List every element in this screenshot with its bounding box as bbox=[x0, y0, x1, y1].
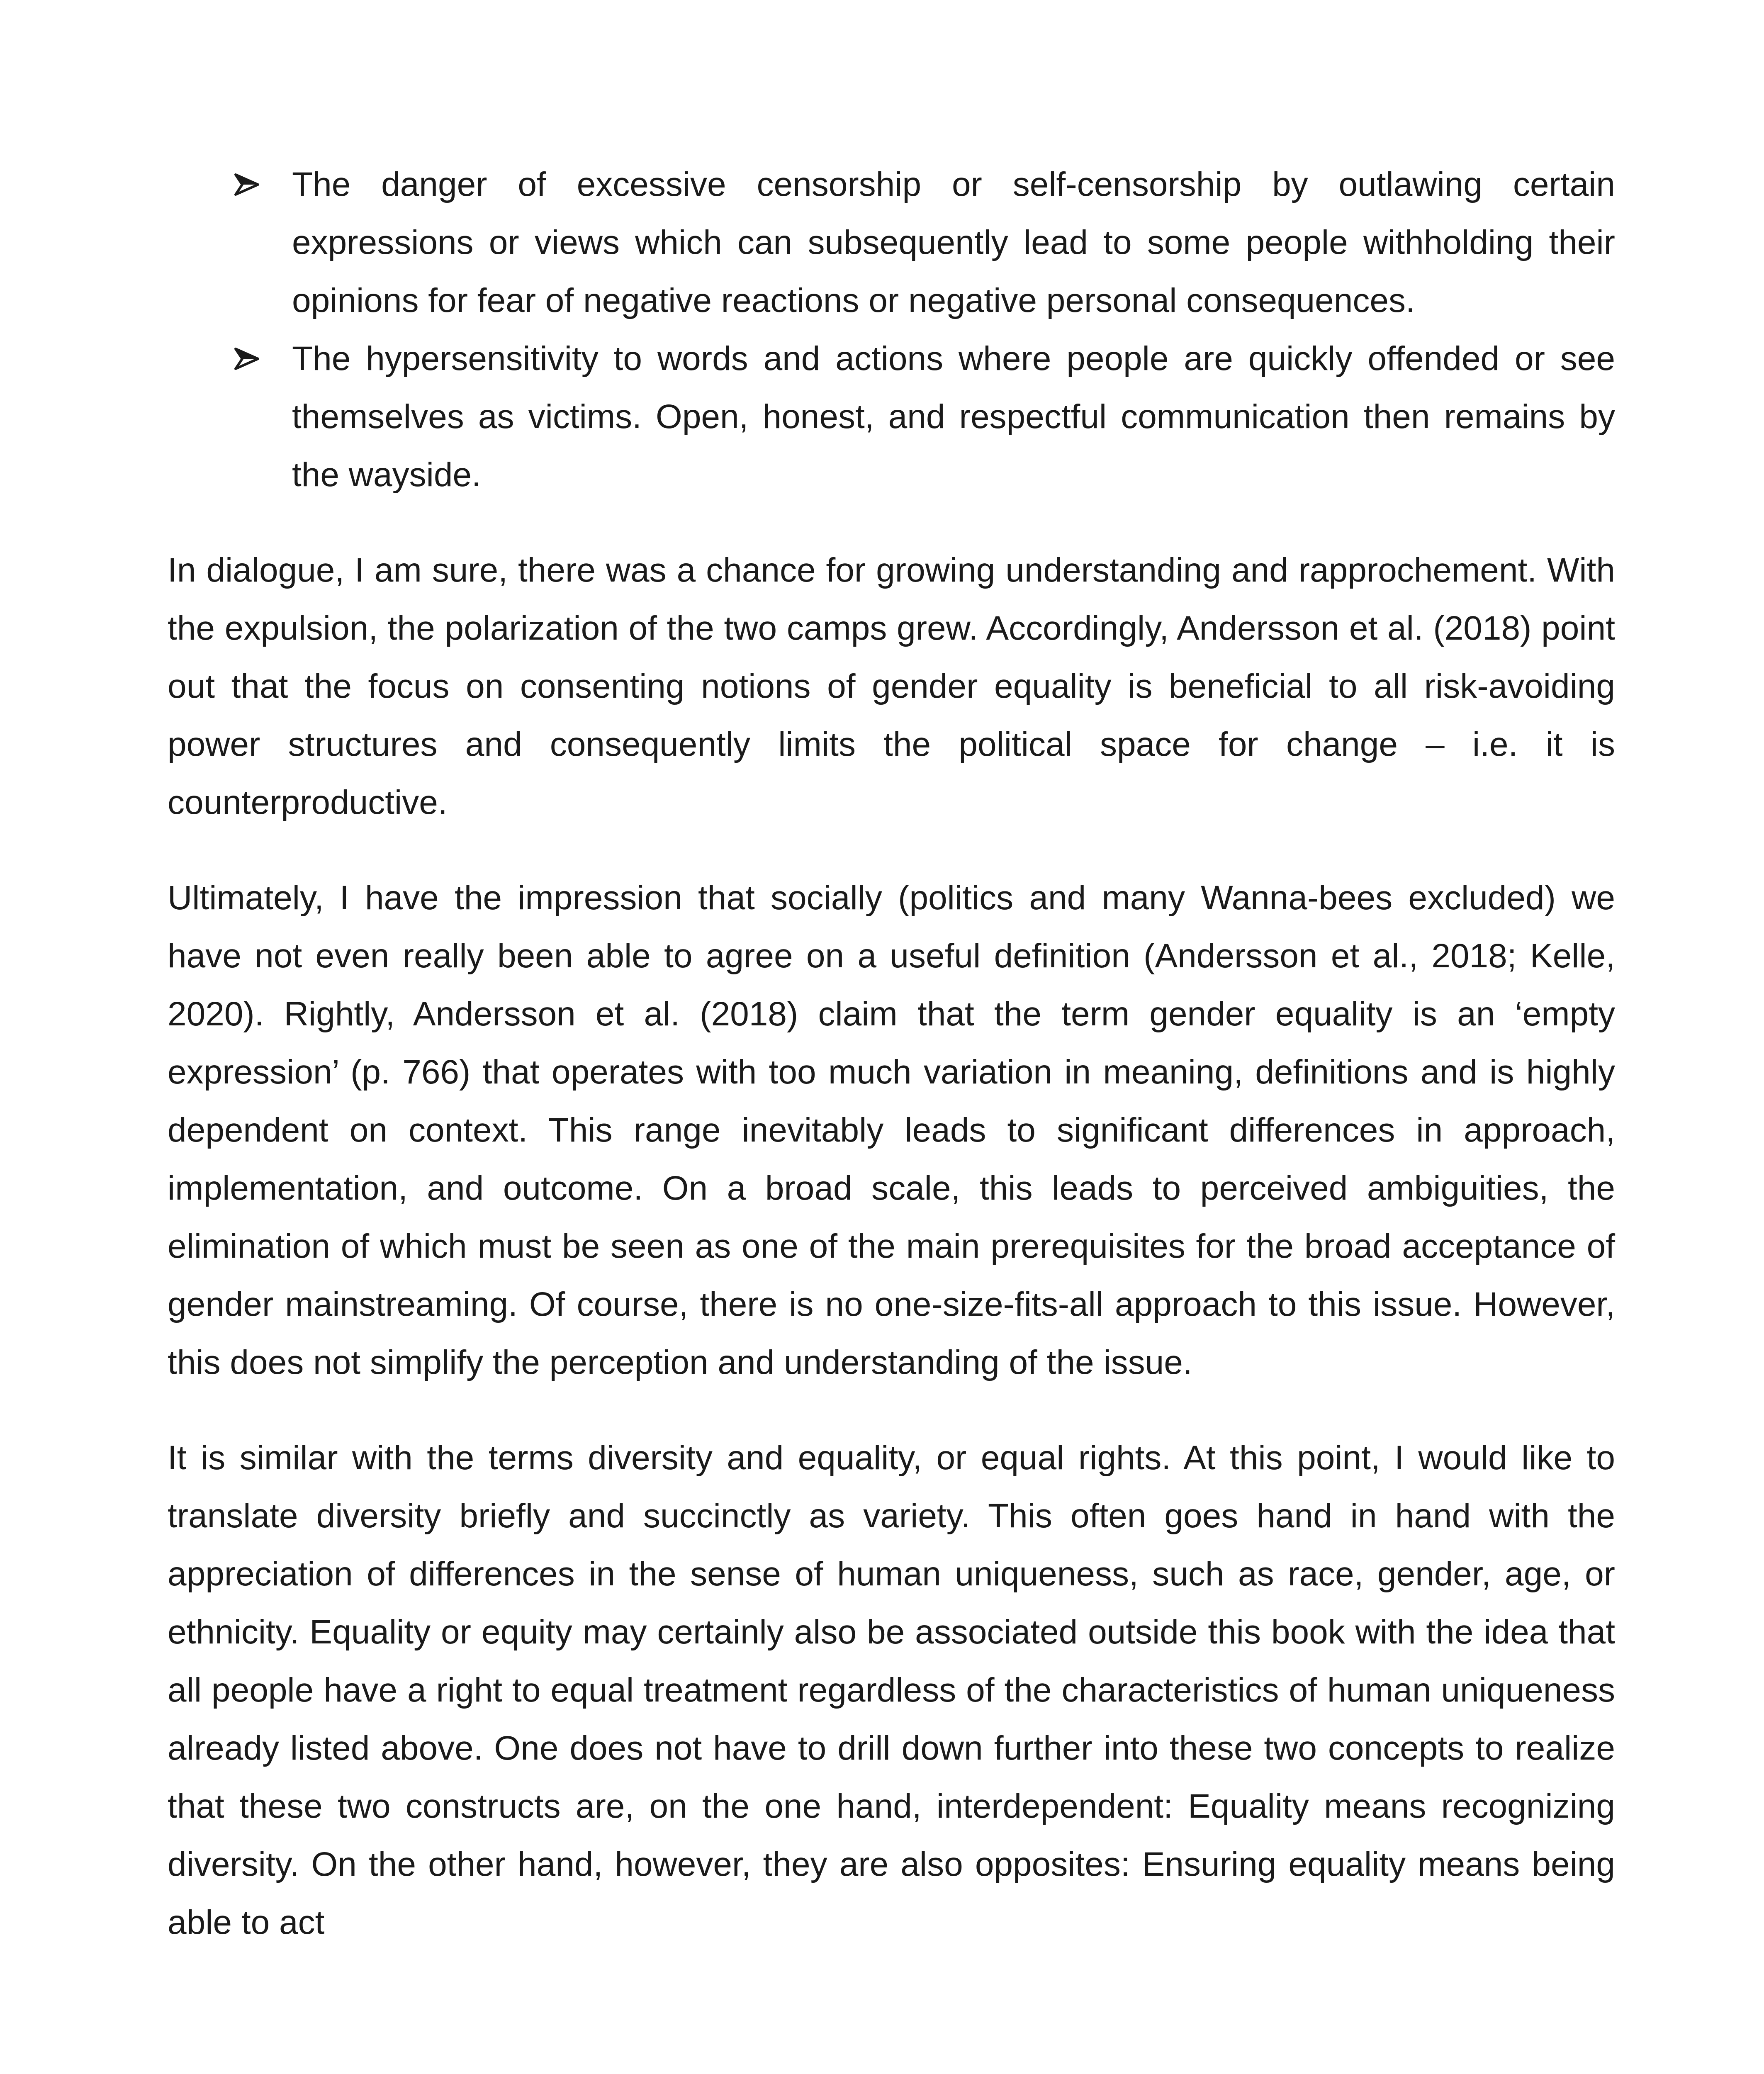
arrowhead-bullet-icon bbox=[234, 347, 260, 370]
bullet-text: The danger of excessive censorship or self-censorship by outlawing certain expressions or views which can subsequently lead to some people withholding their opinions for fear of negative reactions or negative personal consequences. bbox=[292, 166, 1615, 319]
body-paragraph: Ultimately, I have the impression that socially (politics and many Wanna-bees excluded) we have not even really been able to agree on a useful definition (Andersson et al., 2018; Kelle, 2020). Rightly, Andersson et al. (2018) claim that the term gender equality is an ‘empty expression’ (p. 766) that operates with too much variation in meaning, definitions and is highly dependent on context. This range inevitably leads to significant differences in approach, implementation, and outcome. On a broad scale, this leads to perceived ambiguities, the elimination of which must be seen as one of the main prerequisites for the broad acceptance of gender mainstreaming. Of course, there is no one-size-fits-all approach to this issue. However, this does not simplify the perception and understanding of the issue. bbox=[168, 879, 1615, 1381]
bullet-item bbox=[168, 156, 1615, 330]
body-paragraph: It is similar with the terms diversity and equality, or equal rights. At this point, I would like to translate diversity briefly and succinctly as variety. This often goes hand in hand with the appreciation of differences in the sense of human uniqueness, such as race, gender, age, or ethnicity. Equality or equity may certainly also be associated outside this book with the idea that all people have a right to equal treatment regardless of the characteristics of human uniqueness already listed above. One does not have to drill down further into these two concepts to realize that these two constructs are, on the one hand, interdependent: Equality means recognizing diversity. On the other hand, however, they are also opposites: Ensuring equality means being able to act bbox=[168, 1439, 1615, 1941]
arrowhead-bullet-icon bbox=[234, 173, 260, 196]
page-body bbox=[168, 156, 1615, 1952]
bullet-text: The hypersensitivity to words and actions where people are quickly offended or see themselves as victims. Open, honest, and respectful communication then remains by the wayside. bbox=[292, 340, 1615, 494]
bullet-item bbox=[168, 330, 1615, 504]
bullet-list bbox=[168, 156, 1615, 504]
body-paragraph: In dialogue, I am sure, there was a chance for growing understanding and rapprochement. With the expulsion, the polarization of the two camps grew. Accordingly, Andersson et al. (2018) point out that the focus on consenting notions of gender equality is beneficial to all risk-avoiding power structures and consequently limits the political space for change – i.e. it is counterproductive. bbox=[168, 551, 1615, 821]
